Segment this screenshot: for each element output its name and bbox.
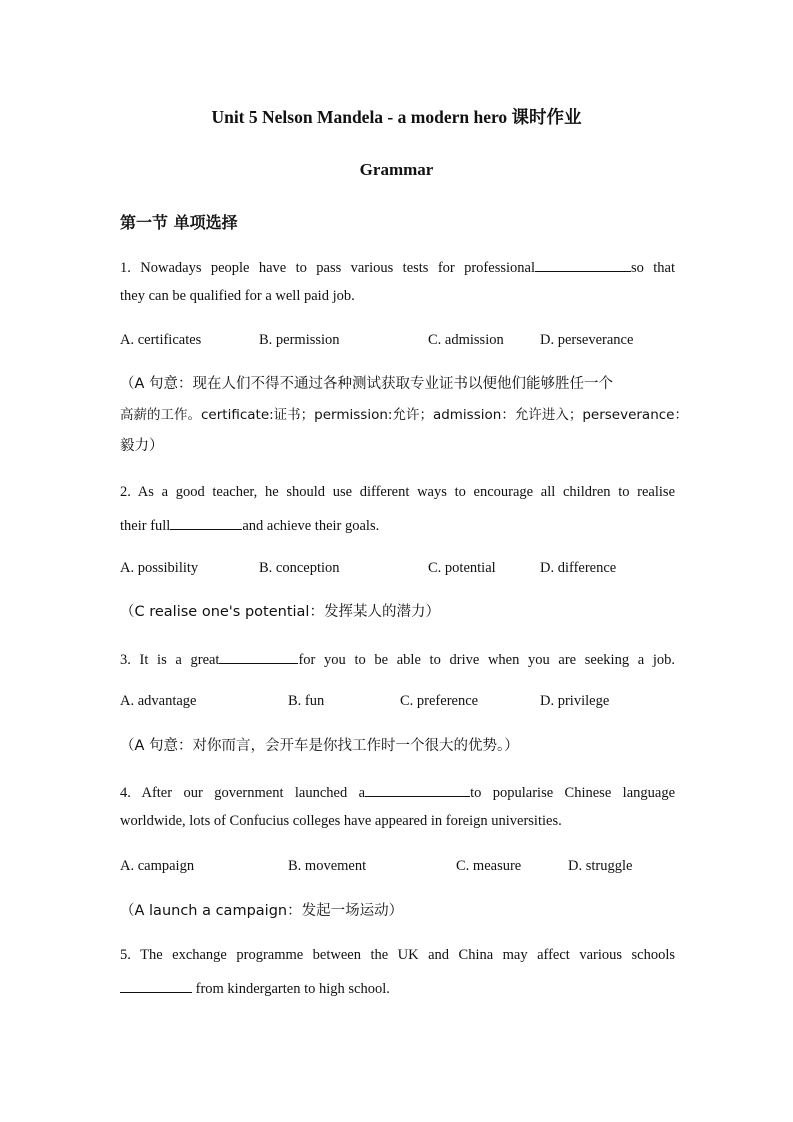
section-heading: 第一节 单项选择 <box>120 213 238 232</box>
question-2-option-c: C. potential <box>428 560 496 576</box>
question-1-explanation-line-1: （A 句意：现在人们不得不通过各种测试获取专业证书以便他们能够胜任一个 <box>120 376 614 392</box>
question-3-blank <box>219 649 298 664</box>
question-1-text-end: so that <box>630 260 675 276</box>
question-4-blank <box>365 782 470 797</box>
question-3-text-start: 3. It is a great <box>120 652 220 668</box>
question-2-text-start: their full <box>120 518 171 534</box>
question-4-text-start: 4. After our government launched a <box>120 785 366 801</box>
question-3-option-c: C. preference <box>400 693 479 709</box>
question-4-option-b: B. movement <box>288 858 367 874</box>
question-3-option-b: B. fun <box>288 693 325 709</box>
question-4-option-d: D. struggle <box>568 858 633 874</box>
question-5-blank <box>120 978 192 993</box>
question-1-line-1 <box>120 257 675 277</box>
question-3-option-a: A. advantage <box>120 693 197 709</box>
question-2-explanation: （C realise one's potential：发挥某人的潜力） <box>120 604 440 620</box>
question-1-line-2: they can be qualified for a well paid job. <box>120 288 355 304</box>
question-3-line-1 <box>120 649 675 669</box>
question-1-option-d: D. perseverance <box>540 332 634 348</box>
question-1-option-c: C. admission <box>428 332 504 348</box>
question-1-option-a: A. certificates <box>120 332 202 348</box>
document-subtitle: Grammar <box>359 160 434 179</box>
question-5-line-2 <box>120 978 675 998</box>
question-2-option-b: B. conception <box>259 560 340 576</box>
question-5-text-end: from kindergarten to high school. <box>195 981 390 997</box>
question-2-text-end: and achieve their goals. <box>242 518 380 534</box>
question-4-option-c: C. measure <box>456 858 522 874</box>
question-3-option-d: D. privilege <box>540 693 610 709</box>
question-1-option-b: B. permission <box>259 332 340 348</box>
question-3-text-end: for you to be able to drive when you are seeking a job. <box>298 652 675 668</box>
question-1-explanation-line-3: 毅力） <box>120 438 164 454</box>
question-3-explanation: （A 句意：对你而言，会开车是你找工作时一个很大的优势。） <box>120 738 519 754</box>
question-1-blank <box>535 257 631 272</box>
document-title: Unit 5 Nelson Mandela - a modern hero 课时作业 <box>211 107 582 127</box>
question-2-blank <box>170 515 242 530</box>
question-2-line-2 <box>120 515 675 535</box>
question-4-line-1 <box>120 782 675 802</box>
question-2-line-1: 2. As a good teacher, he should use different ways to encourage all children to realise <box>120 484 675 500</box>
question-4-text-end: to popularise Chinese language <box>470 785 676 801</box>
question-2-option-d: D. difference <box>540 560 617 576</box>
question-2-option-a: A. possibility <box>120 560 199 576</box>
question-5-line-1: 5. The exchange programme between the UK and China may affect various schools <box>120 947 675 963</box>
question-4-explanation: （A launch a campaign：发起一场运动） <box>120 903 404 919</box>
question-1-explanation-line-2: 高薪的工作。certificate:证书；permission:允许；admission：允许进入；perseverance： <box>120 407 688 423</box>
question-4-option-a: A. campaign <box>120 858 195 874</box>
question-4-line-2: worldwide, lots of Confucius colleges have appeared in foreign universities. <box>120 813 562 829</box>
question-1-text-start: 1. Nowadays people have to pass various tests for professional <box>120 260 535 276</box>
